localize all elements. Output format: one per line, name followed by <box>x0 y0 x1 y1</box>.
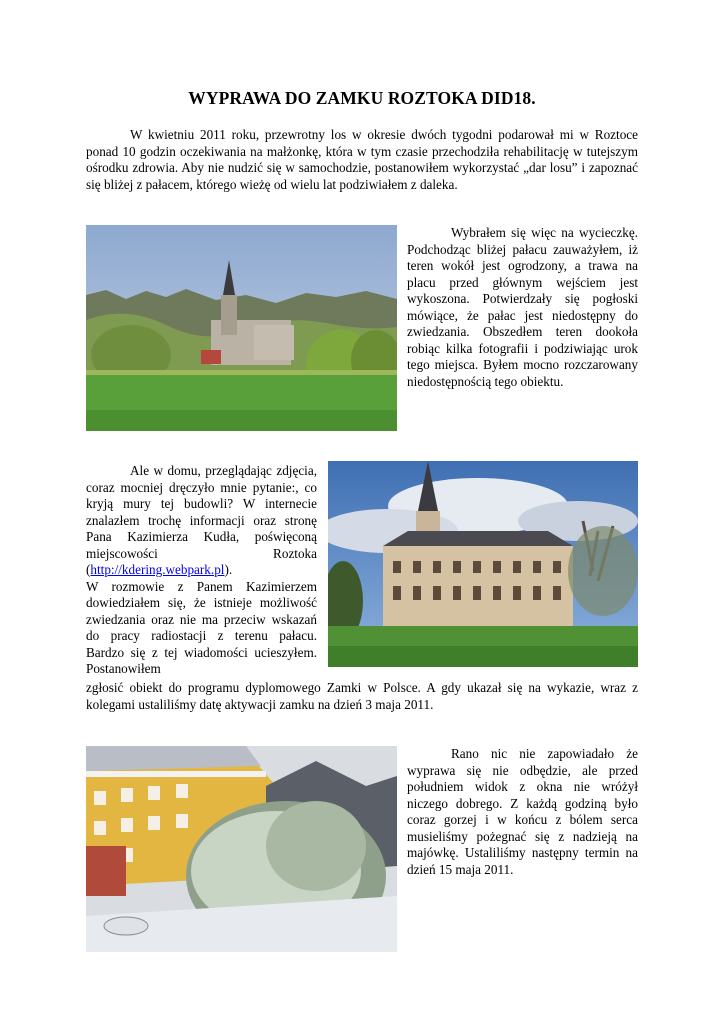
paragraph-trip <box>407 225 638 390</box>
photo-palace-distant <box>86 225 397 431</box>
research-text-end: ). <box>224 562 233 577</box>
page-title: WYPRAWA DO ZAMKU ROZTOKA DID18. <box>188 88 536 108</box>
photo-snowy-view <box>86 746 397 952</box>
paragraph-registration: zgłosić obiekt do programu dyplomowego Zamki w Polsce. A gdy ukazał się na wykazie, wraz z kolegami ustaliliśmy datę aktywacji zamku na dzień 3 maja 2011. <box>86 680 638 712</box>
paragraph-research <box>86 463 317 678</box>
research-text: Ale w domu, przeglądając zdjęcia, coraz mocniej dręczyło mnie pytanie:, co kryją mury tej budowli? W internecie znalazłem trochę informacji oraz stronę Pana Kazimierza Kudła, poświęconą miejscowości Roztoka ( <box>86 463 317 577</box>
paragraph-research-body <box>86 463 317 579</box>
photo-palace-facade <box>328 461 638 667</box>
paragraph-conversation: W rozmowie z Panem Kazimierzem dowiedziałem się, że istnieje możliwość zwiedzania oraz nie ma przeciw wskazań do pracy radiostacji z terenu pałacu. Bardzo się z tej wiadomości ucieszyłem. Postanowiłem <box>86 578 317 676</box>
website-link[interactable]: http://kdering.webpark.pl <box>90 562 225 577</box>
paragraph-trip-text: Wybrałem się więc na wycieczkę. Podchodząc bliżej pałacu zauważyłem, iż teren wokół jest ogrodzony, a trawa na placu przed głównym wejściem jest wykoszona. Potwierdzały się pogłoski mówiące, że pałac jest niedostępny do zwiedzania. Obszedłem teren dookoła robiąc kilka fotografii i podziwiając urok tego miejsca. Byłem mocno rozczarowany niedostępnością tego obiektu. <box>407 225 638 389</box>
paragraph-intro: W kwietniu 2011 roku, przewrotny los w okresie dwóch tygodni podarował mi w Roztoce ponad 10 godzin oczekiwania na małżonkę, która w tym czasie przechodziła rehabilitację w tutejszym ośrodku zdrowia. Aby nie nudzić się w samochodzie, postanowiłem wykorzystać „dar losu” i zapoznać się bliżej z pałacem, którego wieżę od wielu lat podziwiałem z daleka. <box>86 127 638 192</box>
paragraph-weather: Rano nic nie zapowiadało że wyprawa się nie odbędzie, ale przed południem widok z okna nie wróżył niczego dobrego. Z każdą godziną było coraz gorzej i w końcu z bólem serca musieliśmy pożegnać się z nadzieją na majówkę. Ustaliliśmy następny termin na dzień 15 maja 2011. <box>407 746 638 877</box>
